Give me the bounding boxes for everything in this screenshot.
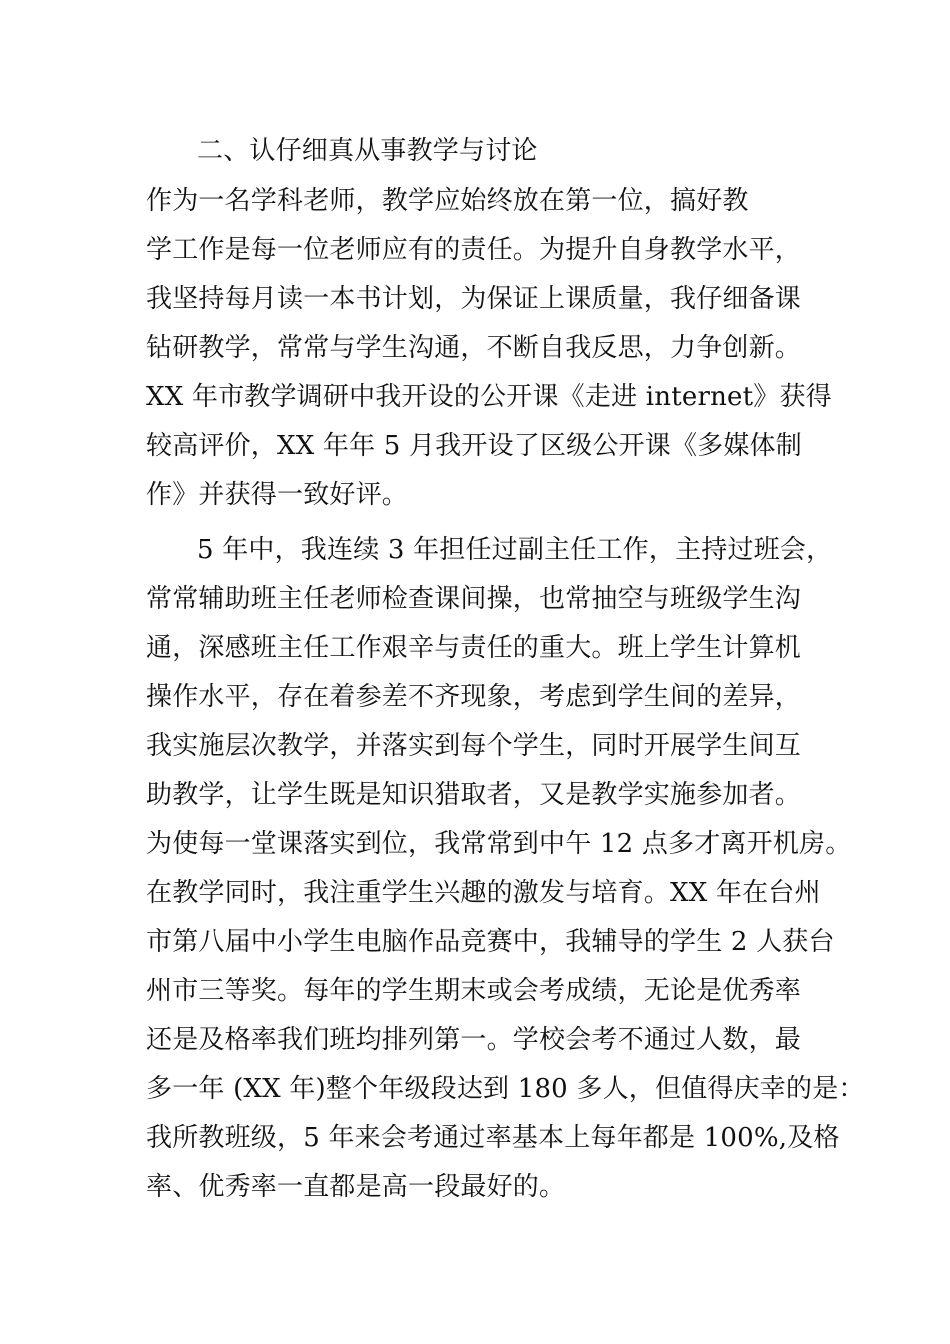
paragraph-line: 多一年 (XX 年)整个年级段达到 180 多人，但值得庆幸的是： <box>146 1074 865 1104</box>
paragraph-line: 市第八届中小学生电脑作品竞赛中，我辅导的学生 2 人获台 <box>146 927 835 957</box>
paragraph-line: 我实施层次教学，并落实到每个学生，同时开展学生间互 <box>146 731 802 761</box>
paragraph-line: 助教学，让学生既是知识猎取者，又是教学实施参加者。 <box>146 780 802 810</box>
paragraph-line: 作》并获得一致好评。 <box>146 480 409 510</box>
paragraph-line: 5 年中，我连续 3 年担任过副主任工作，主持过班会， <box>197 535 833 565</box>
paragraph-line: 通，深感班主任工作艰辛与责任的重大。班上学生计算机 <box>146 633 802 663</box>
paragraph-line: 州市三等奖。每年的学生期末或会考成绩，无论是优秀率 <box>146 976 802 1006</box>
paragraph-line: 在教学同时，我注重学生兴趣的激发与培育。XX 年在台州 <box>146 878 821 908</box>
paragraph-line: 为使每一堂课落实到位，我常常到中午 12 点多才离开机房。 <box>146 829 852 859</box>
paragraph-line: 常常辅助班主任老师检查课间操，也常抽空与班级学生沟 <box>146 584 802 614</box>
section-heading: 二、认仔细真从事教学与讨论 <box>197 136 538 166</box>
paragraph-line: 我所教班级，5 年来会考通过率基本上每年都是 100%,及格 <box>146 1123 840 1153</box>
paragraph-line: 我坚持每月读一本书计划，为保证上课质量，我仔细备课 <box>146 284 802 314</box>
paragraph-line: 学工作是每一位老师应有的责任。为提升自身教学水平， <box>146 235 802 265</box>
paragraph-line: 钻研教学，常常与学生沟通，不断自我反思，力争创新。 <box>146 333 802 363</box>
paragraph-line: 较高评价，XX 年年 5 月我开设了区级公开课《多媒体制 <box>146 431 802 461</box>
paragraph-line: 还是及格率我们班均排列第一。学校会考不通过人数，最 <box>146 1025 802 1055</box>
paragraph-line: 率、优秀率一直都是高一段最好的。 <box>146 1172 566 1202</box>
paragraph-line: 作为一名学科老师，教学应始终放在第一位，搞好教 <box>146 186 749 216</box>
paragraph-line: XX 年市教学调研中我开设的公开课《走进 internet》获得 <box>146 382 832 412</box>
paragraph-line: 操作水平，存在着参差不齐现象，考虑到学生间的差异， <box>146 682 802 712</box>
